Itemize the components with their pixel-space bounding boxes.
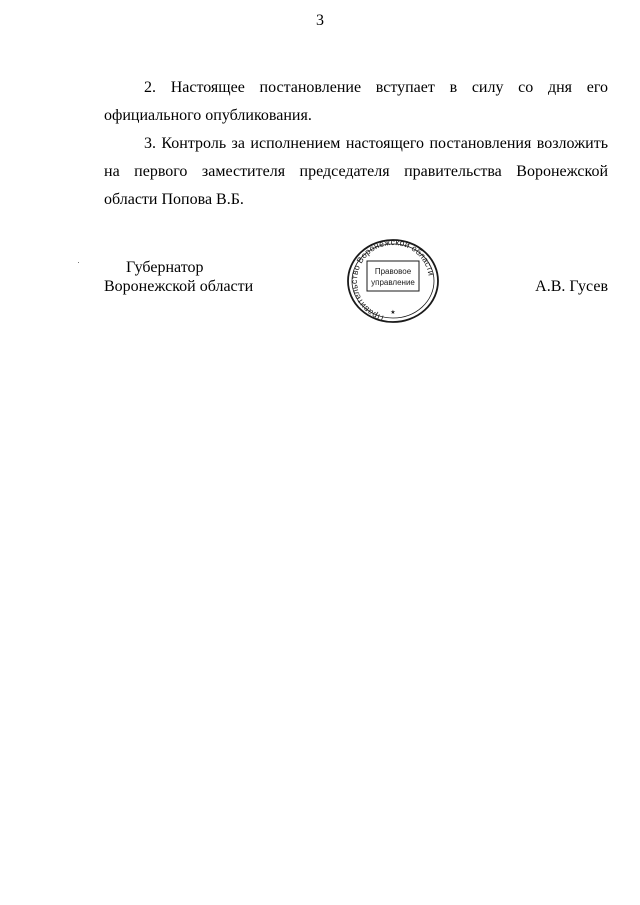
paragraph-effective-date <box>104 74 608 130</box>
page-number: 3 <box>316 12 324 29</box>
signature-title-line1: Губернатор <box>126 259 204 276</box>
stamp-ring-text: Правительство Воронежской области <box>348 238 437 324</box>
scan-speck <box>78 262 79 263</box>
stamp-center-line1: Правовое <box>374 267 412 276</box>
paragraph-control <box>104 130 608 214</box>
paragraph-text: 3. Контроль за исполнением настоящего постановления возложить на первого заместителя председателя правительства Воронежской области Попова В.Б. <box>104 135 608 208</box>
stamp-star-icon: ★ <box>390 309 396 316</box>
stamp-seal-icon <box>343 238 443 324</box>
signature-title-line2: Воронежской области <box>104 278 254 295</box>
signature-name: А.В. Гусев <box>535 278 608 295</box>
official-stamp <box>343 238 443 324</box>
paragraph-text: 2. Настоящее постановление вступает в силу со дня его официального опубликования. <box>104 79 608 124</box>
stamp-center-line2: управление <box>371 278 415 287</box>
signature-title <box>104 258 253 296</box>
